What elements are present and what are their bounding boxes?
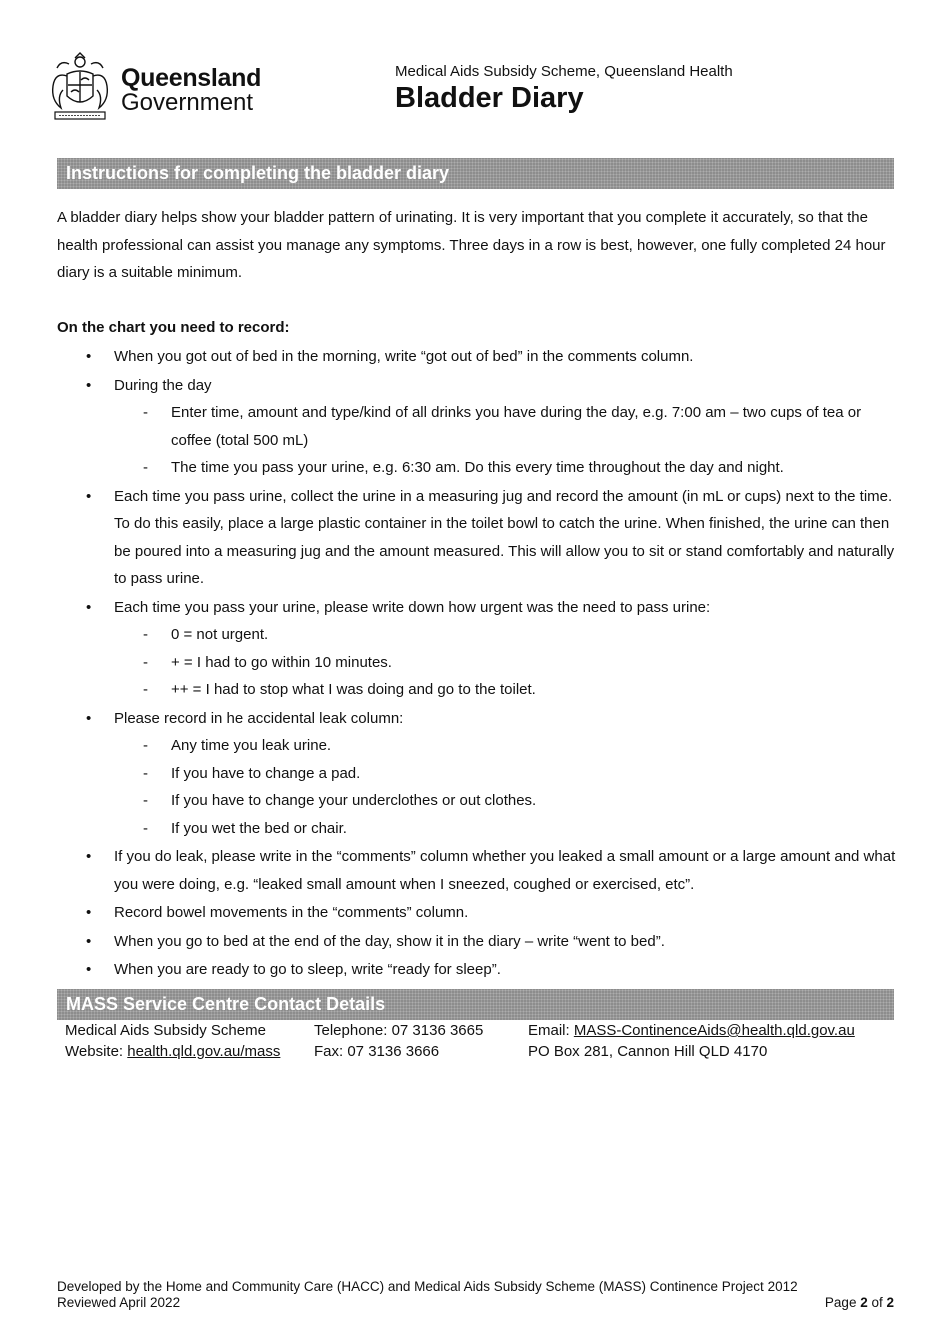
dash-icon: - (143, 681, 148, 698)
bullet-icon: • (86, 376, 92, 394)
list-item-text: When you go to bed at the end of the day, show it in the diary – write “went to bed”. (114, 932, 665, 950)
contact-fax: Fax: 07 3136 3666 (314, 1043, 440, 1060)
sub-list-item-text: If you wet the bed or chair. (171, 819, 347, 837)
sub-list (114, 732, 897, 842)
dash-icon: - (143, 792, 148, 809)
list-item (57, 899, 897, 927)
contact-org: Medical Aids Subsidy Scheme (65, 1022, 266, 1039)
list-item (57, 372, 897, 482)
dash-icon: - (143, 653, 148, 671)
sub-list-item-text: If you have to change a pad. (171, 764, 361, 782)
queensland-government-logo (45, 52, 275, 127)
list-item-text: Please record in he accidental leak column: (114, 709, 404, 727)
page-sep: of (867, 1295, 887, 1310)
instructions-section (57, 204, 897, 985)
sub-list (114, 621, 897, 704)
page-prefix: Page (824, 1295, 861, 1310)
bullet-icon: • (86, 348, 92, 365)
dash-icon: - (143, 404, 148, 421)
list-item-text: Record bowel movements in the “comments” column. (114, 904, 469, 921)
footer-developed: Developed by the Home and Community Care (HACC) and Medical Aids Subsidy Scheme (MASS) Continence Project 2012 (57, 1279, 798, 1294)
coat-of-arms-icon (45, 52, 115, 124)
bullet-icon: • (86, 961, 92, 978)
sub-list (114, 399, 897, 482)
sub-list-item (114, 787, 897, 815)
dash-icon: - (143, 737, 148, 754)
contact-telephone: Telephone: 07 3136 3665 (314, 1022, 484, 1039)
sub-list-item (114, 621, 897, 649)
list-item (57, 705, 897, 843)
dash-icon: - (143, 764, 148, 782)
contact-website-row (65, 1041, 280, 1062)
bullet-icon: • (86, 904, 92, 921)
sub-list-item-text: Enter time, amount and type/kind of all drinks you have during the day, e.g. 7:00 am – two cups of tea or coffee (total 500 mL) (171, 404, 862, 449)
sub-list-item-text: 0 = not urgent. (171, 626, 269, 643)
logo-government: Government (121, 89, 254, 116)
sub-list-item-text: Any time you leak urine. (171, 737, 332, 754)
dash-icon: - (143, 819, 148, 837)
list-item-text: Each time you pass urine, collect the urine in a measuring jug and record the amount (in mL or cups) next to the time. To do this easily, place a large plastic container in the toilet bowl to catch the urine. When finished, the urine can then be poured into a measuring jug and the amount measured. This will allow you to sit or stand comfortably and naturally to pass urine. (114, 487, 895, 587)
page-total: 2 (886, 1295, 894, 1310)
contact-col-phone (314, 1020, 483, 1062)
dash-icon: - (143, 626, 148, 643)
list-item (57, 928, 897, 956)
document-subtitle: Medical Aids Subsidy Scheme, Queensland Health (395, 63, 733, 80)
sub-list-item-text: If you have to change your underclothes or out clothes. (171, 792, 537, 809)
email-label: Email: (528, 1022, 574, 1039)
sub-list-item (114, 760, 897, 788)
list-item (57, 483, 897, 593)
page-header (45, 52, 905, 132)
contact-email-row (528, 1020, 855, 1041)
sub-list-item-text: + = I had to go within 10 minutes. (171, 653, 392, 671)
sub-list-item (114, 676, 897, 704)
sub-list-item (114, 732, 897, 760)
sub-list-item (114, 815, 897, 843)
list-item (57, 594, 897, 704)
dash-icon: - (143, 459, 148, 476)
chart-label: On the chart you need to record: (57, 318, 290, 336)
page-footer (57, 1279, 894, 1311)
document-title: Bladder Diary (395, 82, 584, 114)
email-link[interactable]: MASS-ContinenceAids@health.qld.gov.au (573, 1022, 855, 1039)
sub-list-item (114, 399, 897, 454)
bullet-icon: • (86, 848, 92, 865)
contact-col-email (528, 1020, 855, 1062)
bullet-icon: • (86, 709, 92, 727)
bullet-icon: • (86, 598, 92, 616)
contact-col-organisation (65, 1020, 280, 1062)
sub-list-item (114, 454, 897, 482)
list-item (57, 956, 897, 984)
list-item (57, 343, 897, 371)
list-item-text: Each time you pass your urine, please write down how urgent was the need to pass urine: (114, 598, 711, 616)
logo-text (121, 65, 261, 115)
sub-list-item-text: The time you pass your urine, e.g. 6:30 am. Do this every time throughout the day and night. (171, 459, 784, 476)
sub-list-item-text: ++ = I had to stop what I was doing and go to the toilet. (171, 681, 536, 698)
contact-heading: MASS Service Centre Contact Details (57, 989, 894, 1020)
contact-address: PO Box 281, Cannon Hill QLD 4170 (528, 1043, 768, 1060)
instruction-list (57, 343, 897, 984)
list-item (57, 843, 897, 898)
footer-reviewed: Reviewed April 2022 (57, 1295, 181, 1310)
page-number (825, 1295, 894, 1311)
logo-queensland: Queensland (121, 64, 262, 92)
website-label: Website: (65, 1043, 128, 1060)
list-item-text: During the day (114, 376, 212, 394)
bullet-icon: • (86, 932, 92, 950)
bullet-icon: • (86, 487, 92, 505)
list-item-text: When you are ready to go to sleep, write “ready for sleep”. (114, 961, 501, 978)
sub-list-item (114, 649, 897, 677)
list-item-text: When you got out of bed in the morning, write “got out of bed” in the comments column. (114, 348, 694, 365)
instructions-heading: Instructions for completing the bladder diary (57, 158, 894, 189)
list-item-text: If you do leak, please write in the “comments” column whether you leaked a small amount or a large amount and what you were doing, e.g. “leaked small amount when I sneezed, coughed or exercised, etc”. (114, 848, 896, 893)
page-current: 2 (860, 1295, 868, 1310)
website-link[interactable]: health.qld.gov.au/mass (127, 1043, 281, 1060)
intro-paragraph: A bladder diary helps show your bladder pattern of urinating. It is very important that you complete it accurately, so that the health professional can assist you manage any symptoms. Three days in a row is best, however, one fully completed 24 hour diary is a suitable minimum. (57, 209, 886, 281)
